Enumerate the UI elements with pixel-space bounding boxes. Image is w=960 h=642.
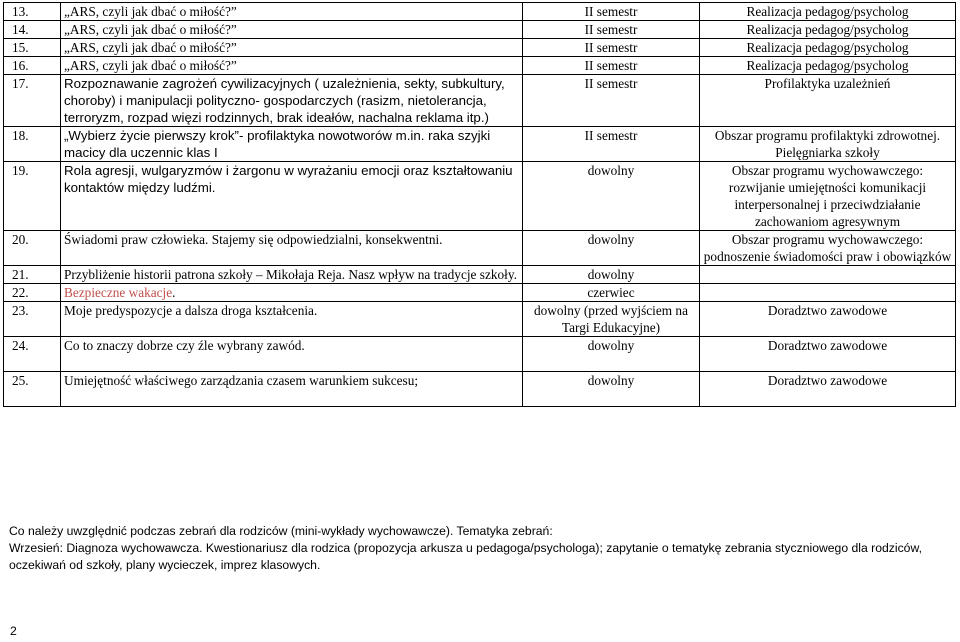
row-topic: „ARS, czyli jak dbać o miłość?”: [61, 57, 523, 75]
row-number: 13.: [4, 3, 61, 21]
row-term: dowolny (przed wyjściem na Targi Edukacyjne): [523, 302, 700, 337]
topic-highlight: Bezpieczne wakacje: [64, 285, 173, 300]
row-note: Realizacja pedagog/psycholog: [700, 39, 956, 57]
row-number: 15.: [4, 39, 61, 57]
row-number: 17.: [4, 75, 61, 127]
row-note: Doradztwo zawodowe: [700, 372, 956, 407]
row-number: 19.: [4, 162, 61, 231]
row-note: Doradztwo zawodowe: [700, 337, 956, 372]
row-note: Obszar programu profilaktyki zdrowotnej. Pielęgniarka szkoły: [700, 127, 956, 162]
row-note: [700, 284, 956, 302]
parents-meetings-september: Wrzesień: Diagnoza wychowawcza. Kwestionariusz dla rodzica (propozycja arkusza u pedagoga/psychologa); zapytanie o tematykę zebrania styczniowego dla rodziców, oczekiwań od szkoły, plany wycieczek, imprez klasowych.: [9, 541, 922, 572]
row-topic: „ARS, czyli jak dbać o miłość?”: [61, 3, 523, 21]
row-note: Profilaktyka uzależnień: [700, 75, 956, 127]
parents-meetings-section: [9, 523, 954, 574]
row-term: II semestr: [523, 57, 700, 75]
row-number: 25.: [4, 372, 61, 407]
row-topic: „ARS, czyli jak dbać o miłość?”: [61, 21, 523, 39]
row-term: dowolny: [523, 162, 700, 231]
row-term: dowolny: [523, 231, 700, 266]
topic-suffix: .: [172, 285, 176, 300]
parents-meetings-heading: Co należy uwzględnić podczas zebrań dla rodziców (mini-wykłady wychowawcze). Tematyka zebrań:: [9, 524, 553, 538]
row-term: II semestr: [523, 127, 700, 162]
row-number: 23.: [4, 302, 61, 337]
row-number: 24.: [4, 337, 61, 372]
row-topic: [61, 284, 523, 302]
row-topic: „Wybierz życie pierwszy krok”- profilaktyka nowotworów m.in. raka szyjki macicy dla uczennic klas I: [61, 127, 523, 162]
row-topic: Rozpoznawanie zagrożeń cywilizacyjnych ( uzależnienia, sekty, subkultury, choroby) i manipulacji polityczno- gospodarczych (rasizm, nietolerancja, terroryzm, rozpad więzi rodzinnych, brak ideałów, nachalna reklama itp.): [61, 75, 523, 127]
row-note: [700, 266, 956, 284]
row-term: II semestr: [523, 3, 700, 21]
table-row: [4, 127, 956, 162]
row-topic: Co to znaczy dobrze czy źle wybrany zawód.: [61, 337, 523, 372]
row-topic: Moje predyspozycje a dalsza droga kształcenia.: [61, 302, 523, 337]
table-row: [4, 372, 956, 407]
table-row: [4, 3, 956, 21]
row-number: 22.: [4, 284, 61, 302]
row-number: 14.: [4, 21, 61, 39]
table-row: [4, 75, 956, 127]
row-number: 20.: [4, 231, 61, 266]
row-note: Obszar programu wychowawczego: podnoszenie świadomości praw i obowiązków: [700, 231, 956, 266]
row-number: 21.: [4, 266, 61, 284]
row-note: Doradztwo zawodowe: [700, 302, 956, 337]
row-note: Realizacja pedagog/psycholog: [700, 21, 956, 39]
table-row: [4, 21, 956, 39]
row-term: dowolny: [523, 266, 700, 284]
table-row: [4, 57, 956, 75]
row-topic: Rola agresji, wulgaryzmów i żargonu w wyrażaniu emocji oraz kształtowaniu kontaktów między ludźmi.: [61, 162, 523, 231]
row-note: Obszar programu wychowawczego: rozwijanie umiejętności komunikacji interpersonalnej i przeciwdziałanie zachowaniom agresywnym: [700, 162, 956, 231]
row-note: Realizacja pedagog/psycholog: [700, 3, 956, 21]
row-note: Realizacja pedagog/psycholog: [700, 57, 956, 75]
table-row: [4, 231, 956, 266]
row-topic: Umiejętność właściwego zarządzania czasem warunkiem sukcesu;: [61, 372, 523, 407]
row-term: czerwiec: [523, 284, 700, 302]
row-term: II semestr: [523, 39, 700, 57]
row-topic: Świadomi praw człowieka. Stajemy się odpowiedzialni, konsekwentni.: [61, 231, 523, 266]
table-row: [4, 162, 956, 231]
row-term: II semestr: [523, 21, 700, 39]
row-term: dowolny: [523, 372, 700, 407]
table-row: [4, 302, 956, 337]
row-term: II semestr: [523, 75, 700, 127]
page-number: 2: [10, 624, 17, 638]
row-number: 16.: [4, 57, 61, 75]
row-term: dowolny: [523, 337, 700, 372]
plan-table: [3, 2, 956, 407]
row-number: 18.: [4, 127, 61, 162]
table-row: [4, 337, 956, 372]
row-topic: „ARS, czyli jak dbać o miłość?”: [61, 39, 523, 57]
table-row: [4, 266, 956, 284]
row-topic: Przybliżenie historii patrona szkoły – Mikołaja Reja. Nasz wpływ na tradycje szkoły.: [61, 266, 523, 284]
table-row: [4, 284, 956, 302]
table-row: [4, 39, 956, 57]
